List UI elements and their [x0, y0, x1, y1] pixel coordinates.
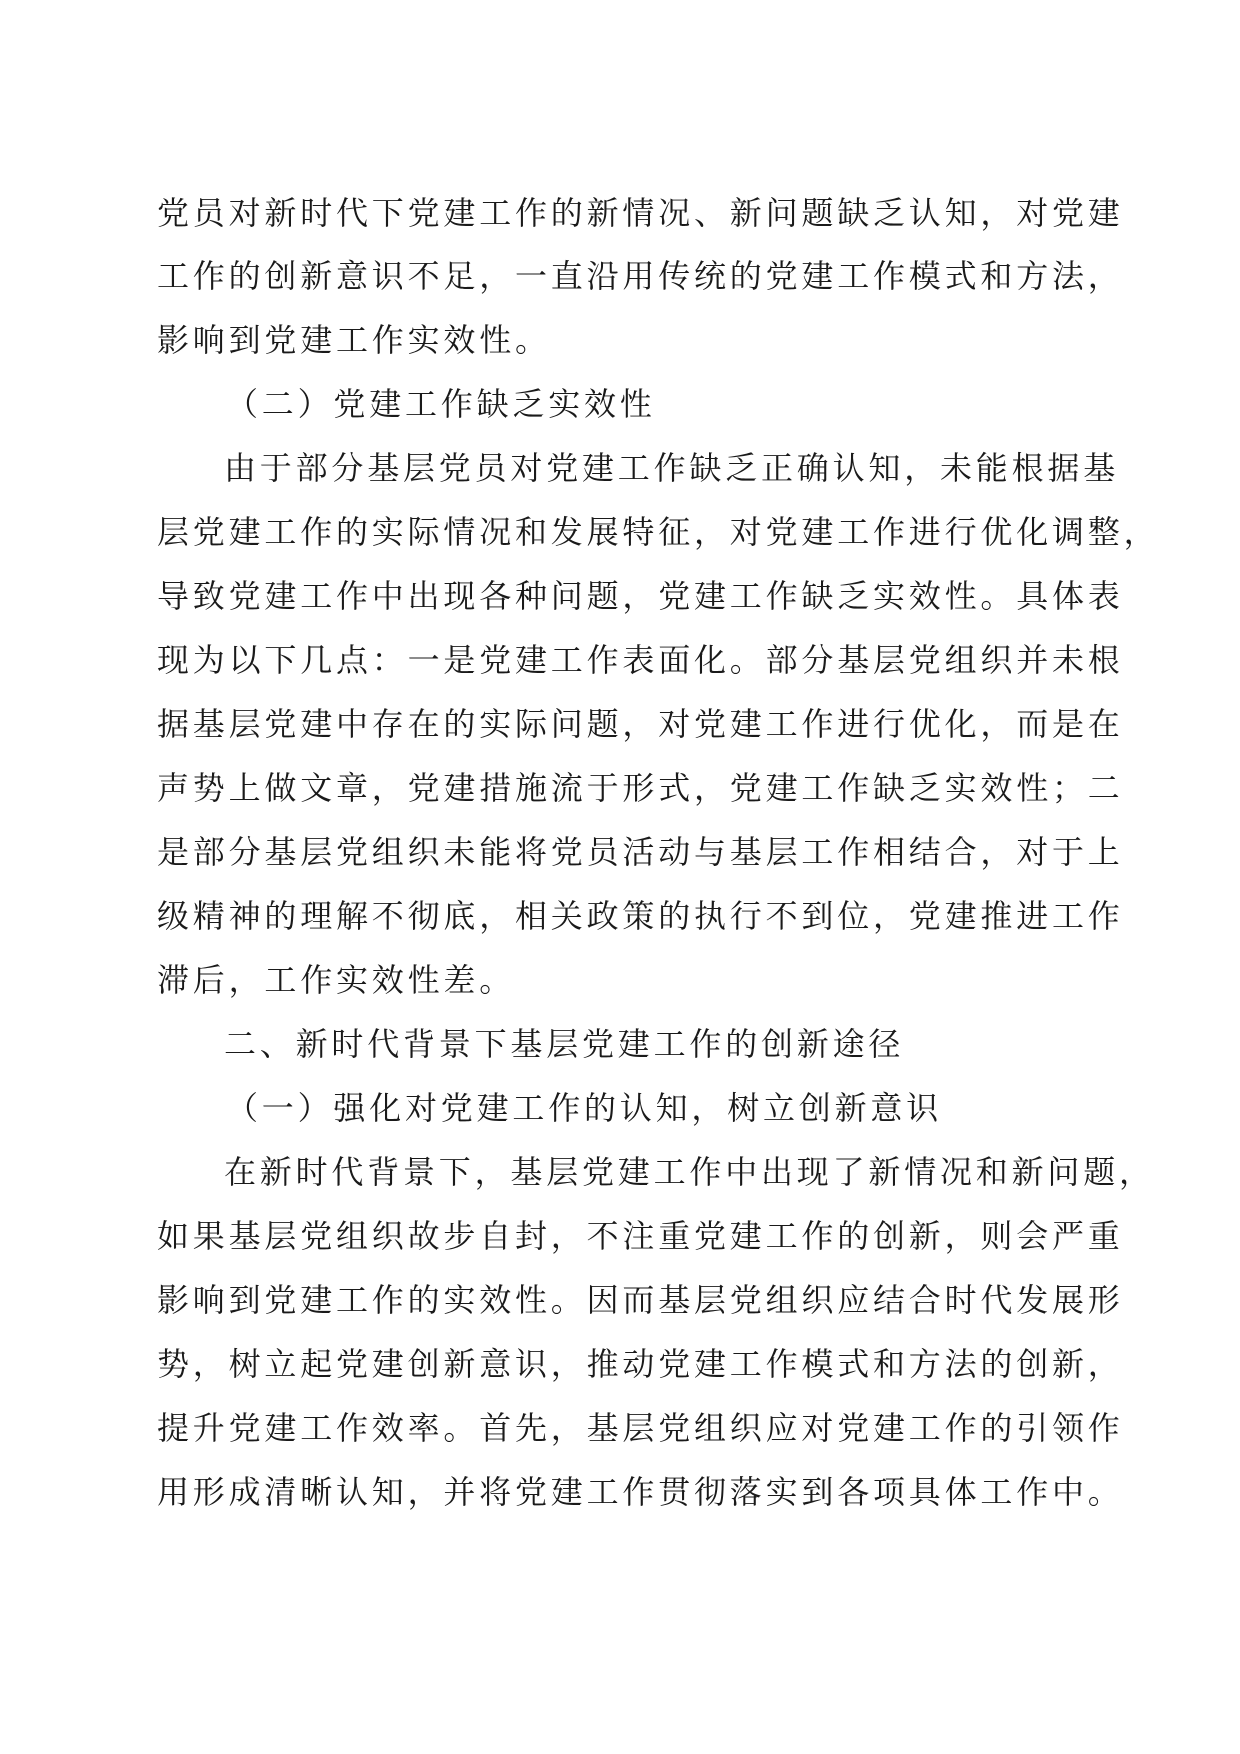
body-text-line: 势，树立起党建创新意识，推动党建工作模式和方法的创新， [157, 1345, 1124, 1383]
body-text-line: 据基层党建中存在的实际问题，对党建工作进行优化，而是在 [157, 705, 1124, 743]
body-text-line: 声势上做文章，党建措施流于形式，党建工作缺乏实效性；二 [157, 769, 1124, 807]
body-text-line: 工作的创新意识不足，一直沿用传统的党建工作模式和方法， [157, 257, 1124, 295]
body-text-line: 层党建工作的实际情况和发展特征，对党建工作进行优化调整， [157, 513, 1160, 551]
body-text-line: 导致党建工作中出现各种问题，党建工作缺乏实效性。具体表 [157, 577, 1124, 615]
body-text-line: 提升党建工作效率。首先，基层党组织应对党建工作的引领作 [157, 1409, 1124, 1447]
body-text-line: 级精神的理解不彻底，相关政策的执行不到位，党建推进工作 [157, 897, 1124, 935]
body-text-line: 影响到党建工作实效性。 [157, 321, 551, 359]
body-text-line: 影响到党建工作的实效性。因而基层党组织应结合时代发展形 [157, 1281, 1124, 1319]
body-text-line: 如果基层党组织故步自封，不注重党建工作的创新，则会严重 [157, 1217, 1124, 1255]
body-text-line: 党员对新时代下党建工作的新情况、新问题缺乏认知，对党建 [157, 194, 1124, 232]
body-text-line: 是部分基层党组织未能将党员活动与基层工作相结合，对于上 [157, 833, 1124, 871]
body-text-line: 由于部分基层党员对党建工作缺乏正确认知，未能根据基 [224, 449, 1120, 487]
body-text-line: 用形成清晰认知，并将党建工作贯彻落实到各项具体工作中。 [157, 1473, 1124, 1511]
section-heading: 二、新时代背景下基层党建工作的创新途径 [224, 1025, 905, 1063]
body-text-line: 在新时代背景下，基层党建工作中出现了新情况和新问题， [224, 1153, 1155, 1191]
body-text-line: 现为以下几点：一是党建工作表面化。部分基层党组织并未根 [157, 641, 1124, 679]
subsection-heading: （二）党建工作缺乏实效性 [226, 385, 656, 423]
subsection-heading: （一）强化对党建工作的认知，树立创新意识 [226, 1089, 943, 1127]
body-text-line: 滞后，工作实效性差。 [157, 961, 516, 999]
